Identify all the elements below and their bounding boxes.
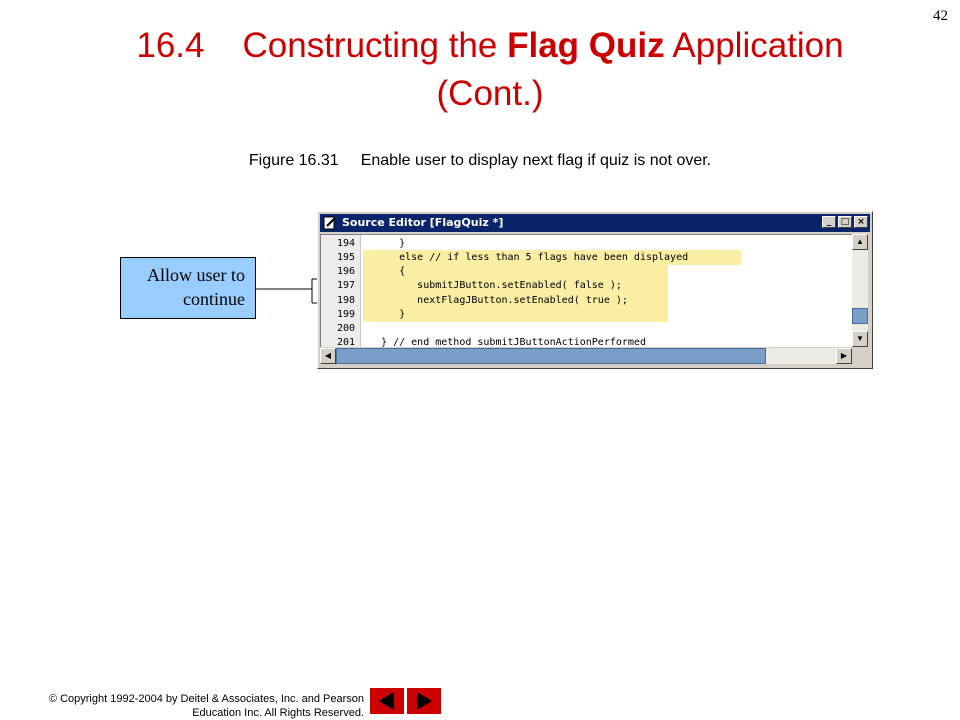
code-text: } (363, 309, 406, 320)
code-line (321, 321, 852, 336)
code-highlight (363, 307, 668, 322)
title-post: Application (664, 26, 844, 65)
right-arrow-icon (407, 688, 441, 714)
window-title: Source Editor [FlagQuiz *] (342, 216, 504, 229)
figure-number: Figure 16.31 (248, 152, 339, 169)
figure-caption (0, 152, 960, 170)
line-number: 201 (336, 337, 355, 347)
code-text: nextFlagJButton.setEnabled( true ); (363, 295, 628, 306)
code-text: } (363, 238, 406, 249)
line-number: 198 (336, 295, 355, 306)
horizontal-scrollbar[interactable] (320, 348, 852, 364)
code-highlight (363, 264, 668, 279)
code-text: } // end method submitJButtonActionPerformed (363, 337, 646, 347)
previous-slide-button[interactable] (369, 687, 405, 715)
maximize-button[interactable]: □ (838, 216, 852, 228)
line-number: 200 (336, 323, 355, 334)
document-edit-icon (323, 216, 337, 230)
callout-box (120, 257, 256, 319)
code-line (321, 307, 852, 322)
callout-line2: continue (183, 289, 245, 309)
copyright-line1: © Copyright 1992-2004 by Deitel & Associates, Inc. and Pearson (48, 693, 364, 705)
figure-text: Enable user to display next flag if quiz is not over. (360, 152, 712, 169)
page-number: 42 (933, 8, 948, 24)
left-arrow-icon (370, 688, 404, 714)
line-number: 197 (336, 280, 355, 291)
scroll-left-button[interactable]: ◀ (320, 348, 336, 364)
scroll-down-button[interactable]: ▼ (852, 331, 868, 347)
line-number: 194 (336, 238, 355, 249)
code-text: { (363, 266, 406, 277)
title-app-name: Flag Quiz (507, 26, 665, 65)
line-number: 195 (336, 252, 355, 263)
line-number: 199 (336, 309, 355, 320)
code-line (321, 264, 852, 279)
scroll-up-button[interactable]: ▲ (852, 234, 868, 250)
line-number: 196 (336, 266, 355, 277)
code-line (321, 236, 852, 251)
close-button[interactable]: × (854, 216, 868, 228)
copyright-notice (14, 692, 364, 720)
code-text: submitJButton.setEnabled( false ); (363, 280, 622, 291)
slide-title (60, 22, 920, 118)
scroll-right-button[interactable]: ▶ (836, 348, 852, 364)
horizontal-scroll-thumb[interactable] (336, 348, 766, 364)
scrollbar-corner (852, 348, 868, 364)
next-slide-button[interactable] (406, 687, 442, 715)
code-line (321, 278, 852, 293)
callout-line1: Allow user to (147, 265, 245, 285)
vertical-scrollbar[interactable] (852, 234, 868, 347)
code-line (321, 250, 852, 265)
minimize-button[interactable]: _ (822, 216, 836, 228)
code-line (321, 293, 852, 308)
copyright-line2: Education Inc. All Rights Reserved. (192, 707, 364, 719)
title-pre: Constructing the (242, 26, 508, 65)
title-line2: (Cont.) (436, 74, 544, 113)
vertical-scroll-thumb[interactable] (852, 308, 868, 324)
source-editor-window (317, 211, 873, 369)
section-number: 16.4 (136, 26, 205, 65)
window-titlebar[interactable] (320, 214, 870, 232)
code-line (321, 335, 852, 347)
code-text: else // if less than 5 flags have been displayed (363, 252, 689, 263)
code-editor[interactable] (320, 234, 852, 347)
